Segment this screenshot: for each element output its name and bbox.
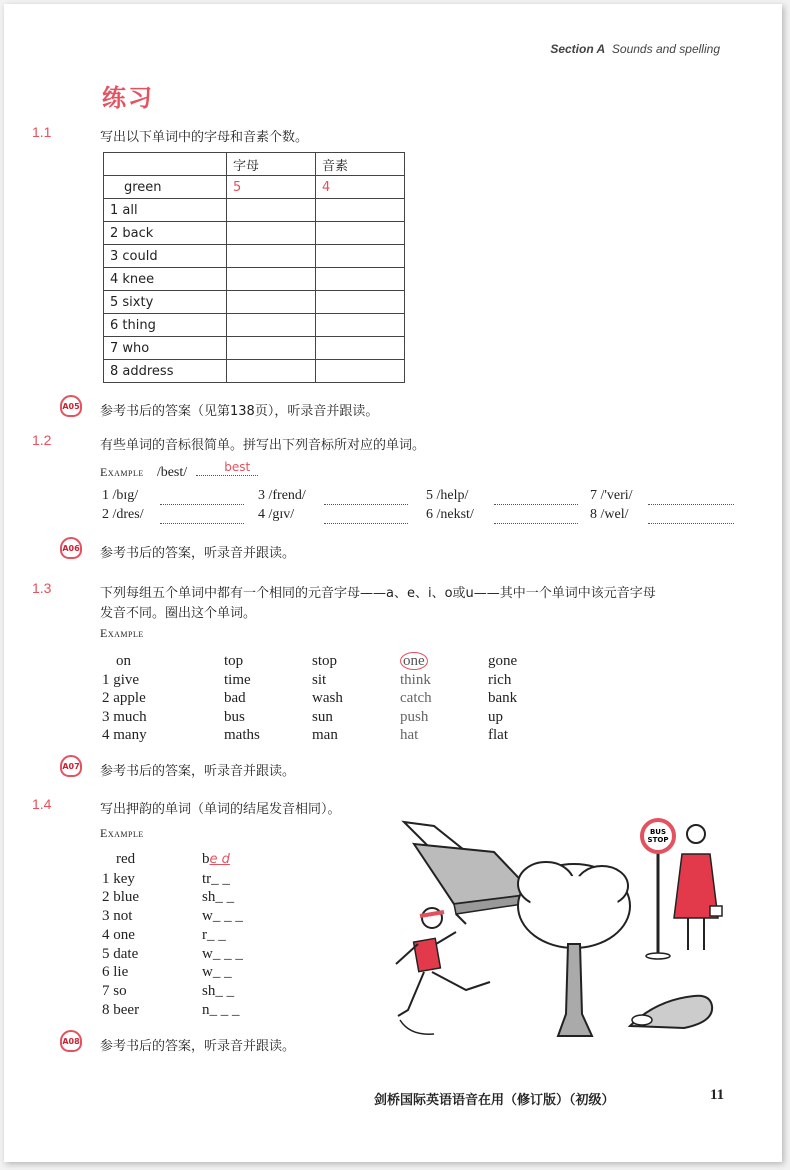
answer-cell[interactable] — [227, 268, 316, 291]
table-row: 3 could — [104, 245, 405, 268]
table-row: 4 knee — [104, 268, 405, 291]
example-answer: e d — [209, 852, 230, 867]
word-group-row: 3 much bus sun push up — [102, 708, 503, 725]
exercise-number: 1.4 — [32, 796, 52, 812]
rhyme-list — [102, 850, 243, 1019]
table-row: 8 address — [104, 360, 405, 383]
rhyme-row: 8 beer n_ _ _ — [102, 1001, 240, 1018]
book-title-footer: 剑桥国际英语语音在用（修订版）（初级） — [374, 1093, 615, 1108]
answer-cell[interactable] — [316, 199, 405, 222]
rhyme-illustration — [374, 814, 734, 1046]
bus-stop-sign-text: BUS — [649, 828, 667, 836]
table-row: 1 all — [104, 199, 405, 222]
phonetic-item: 8 /wel/ — [590, 507, 629, 522]
runner-illustration — [396, 908, 490, 1034]
answer-blank[interactable] — [324, 511, 408, 524]
answer-blank[interactable] — [648, 492, 734, 505]
example-label: Example — [100, 826, 144, 840]
table-header-row — [104, 153, 405, 176]
phonetic-item: 1 /bɪg/ — [102, 488, 139, 503]
word-group-row: 4 many maths man hat flat — [102, 727, 508, 743]
answer-cell[interactable] — [227, 337, 316, 360]
rhyme-blank[interactable]: r_ _ — [202, 926, 226, 943]
example-answer: best — [224, 460, 251, 474]
rhyme-blank[interactable]: w_ _ — [202, 964, 232, 981]
answer-cell[interactable] — [227, 291, 316, 314]
rhyme-row: 4 one r_ _ — [102, 926, 226, 943]
answer-note: 参考书后的答案，听录音并跟读。 — [100, 764, 296, 779]
phonetic-item: 2 /dres/ — [102, 507, 144, 522]
page-title: 练习 — [102, 84, 154, 112]
rhyme-row: 2 blue sh_ _ — [102, 889, 235, 906]
rhyme-blank[interactable]: w_ _ _ — [202, 945, 243, 962]
exercise-instruction: 下列每组五个单词中都有一个相同的元音字母——a、e、i、o或u——其中一个单词中该元音字母 — [100, 586, 656, 601]
exercise-instruction: 有些单词的音标很简单。拼写出下列音标所对应的单词。 — [100, 438, 426, 453]
answer-cell[interactable] — [227, 360, 316, 383]
example-phonetic: /best/ — [156, 465, 188, 480]
answer-blank[interactable] — [324, 492, 408, 505]
answer-note: 参考书后的答案，听录音并跟读。 — [100, 1039, 296, 1054]
answer-cell[interactable] — [316, 268, 405, 291]
table-row — [104, 176, 405, 199]
example-letters: 5 — [227, 176, 316, 199]
answer-cell[interactable] — [227, 199, 316, 222]
word-group-row: 1 give time sit think rich — [102, 671, 512, 688]
word-group-row: on top stop one gone — [116, 653, 518, 669]
answer-cell[interactable] — [316, 222, 405, 245]
answer-cell[interactable] — [316, 314, 405, 337]
rhyme-blank[interactable]: sh_ _ — [202, 982, 235, 999]
shoe-illustration — [630, 996, 712, 1028]
headphones-icon[interactable]: A06 — [60, 537, 82, 559]
col-header-sounds: 音素 — [316, 153, 405, 176]
example-sounds: 4 — [316, 176, 405, 199]
answer-note: 参考书后的答案，听录音并跟读。 — [100, 546, 296, 561]
vowel-word-groups — [102, 652, 742, 745]
phonetic-item: 4 /gɪv/ — [258, 507, 295, 522]
answer-blank[interactable] — [160, 511, 244, 524]
phonetic-item: 6 /nekst/ — [426, 507, 474, 522]
exercise-instruction-cont: 发音不同。圈出这个单词。 — [100, 606, 257, 621]
answer-cell[interactable] — [316, 360, 405, 383]
col-header-letters: 字母 — [227, 153, 316, 176]
example-label: Example — [100, 465, 144, 479]
table-row: 5 sixty — [104, 291, 405, 314]
svg-text:STOP: STOP — [647, 836, 669, 844]
letters-sounds-table — [103, 152, 405, 383]
rhyme-row: 6 lie w_ _ — [102, 964, 232, 981]
rhyme-row: red be d — [116, 851, 230, 867]
answer-blank[interactable] — [648, 511, 734, 524]
answer-blank[interactable] — [160, 492, 244, 505]
answer-cell[interactable] — [316, 337, 405, 360]
running-header: Section A Sounds and spelling — [550, 42, 720, 56]
phonetic-item: 7 /'veri/ — [590, 488, 633, 503]
answer-cell[interactable] — [316, 291, 405, 314]
rhyme-blank[interactable]: n_ _ _ — [202, 1001, 240, 1018]
tree-illustration — [518, 862, 630, 1036]
headphones-icon[interactable]: A08 — [60, 1030, 82, 1052]
exercise-number: 1.3 — [32, 580, 52, 596]
rhyme-row: 7 so sh_ _ — [102, 982, 235, 999]
answer-cell[interactable] — [227, 314, 316, 337]
rhyme-row: 5 date w_ _ _ — [102, 945, 243, 962]
answer-note: 参考书后的答案（见第138页），听录音并跟读。 — [100, 404, 379, 419]
woman-illustration — [674, 825, 722, 950]
phonetic-item: 5 /help/ — [426, 488, 469, 503]
example-label: Example — [100, 626, 144, 640]
example-word: green — [104, 176, 227, 199]
answer-cell[interactable] — [227, 222, 316, 245]
exercise-instruction: 写出以下单词中的字母和音素个数。 — [100, 130, 309, 145]
headphones-icon[interactable]: A07 — [60, 755, 82, 777]
table-row: 2 back — [104, 222, 405, 245]
answer-cell[interactable] — [227, 245, 316, 268]
rhyme-blank[interactable]: tr_ _ — [202, 870, 230, 887]
page — [4, 4, 782, 1162]
headphones-icon[interactable]: A05 — [60, 395, 82, 417]
phonetic-item: 3 /frend/ — [258, 488, 306, 503]
table-row: 7 who — [104, 337, 405, 360]
exercise-instruction: 写出押韵的单词（单词的结尾发音相同）。 — [100, 802, 341, 817]
exercise-number: 1.1 — [32, 124, 52, 140]
table-row: 6 thing — [104, 314, 405, 337]
answer-cell[interactable] — [316, 245, 405, 268]
rhyme-row: 1 key tr_ _ — [102, 870, 230, 887]
answer-blank[interactable] — [494, 511, 578, 524]
rhyme-blank[interactable]: w_ _ _ — [202, 908, 243, 925]
circled-answer: one — [400, 652, 428, 670]
answer-blank[interactable] — [494, 492, 578, 505]
word-group-row: 2 apple bad wash catch bank — [102, 690, 518, 706]
rhyme-blank[interactable]: sh_ _ — [202, 889, 235, 906]
bus-stop-sign — [642, 820, 674, 959]
exercise-number: 1.2 — [32, 432, 52, 448]
rhyme-row: 3 not w_ _ _ — [102, 908, 243, 925]
page-number: 11 — [710, 1087, 725, 1103]
